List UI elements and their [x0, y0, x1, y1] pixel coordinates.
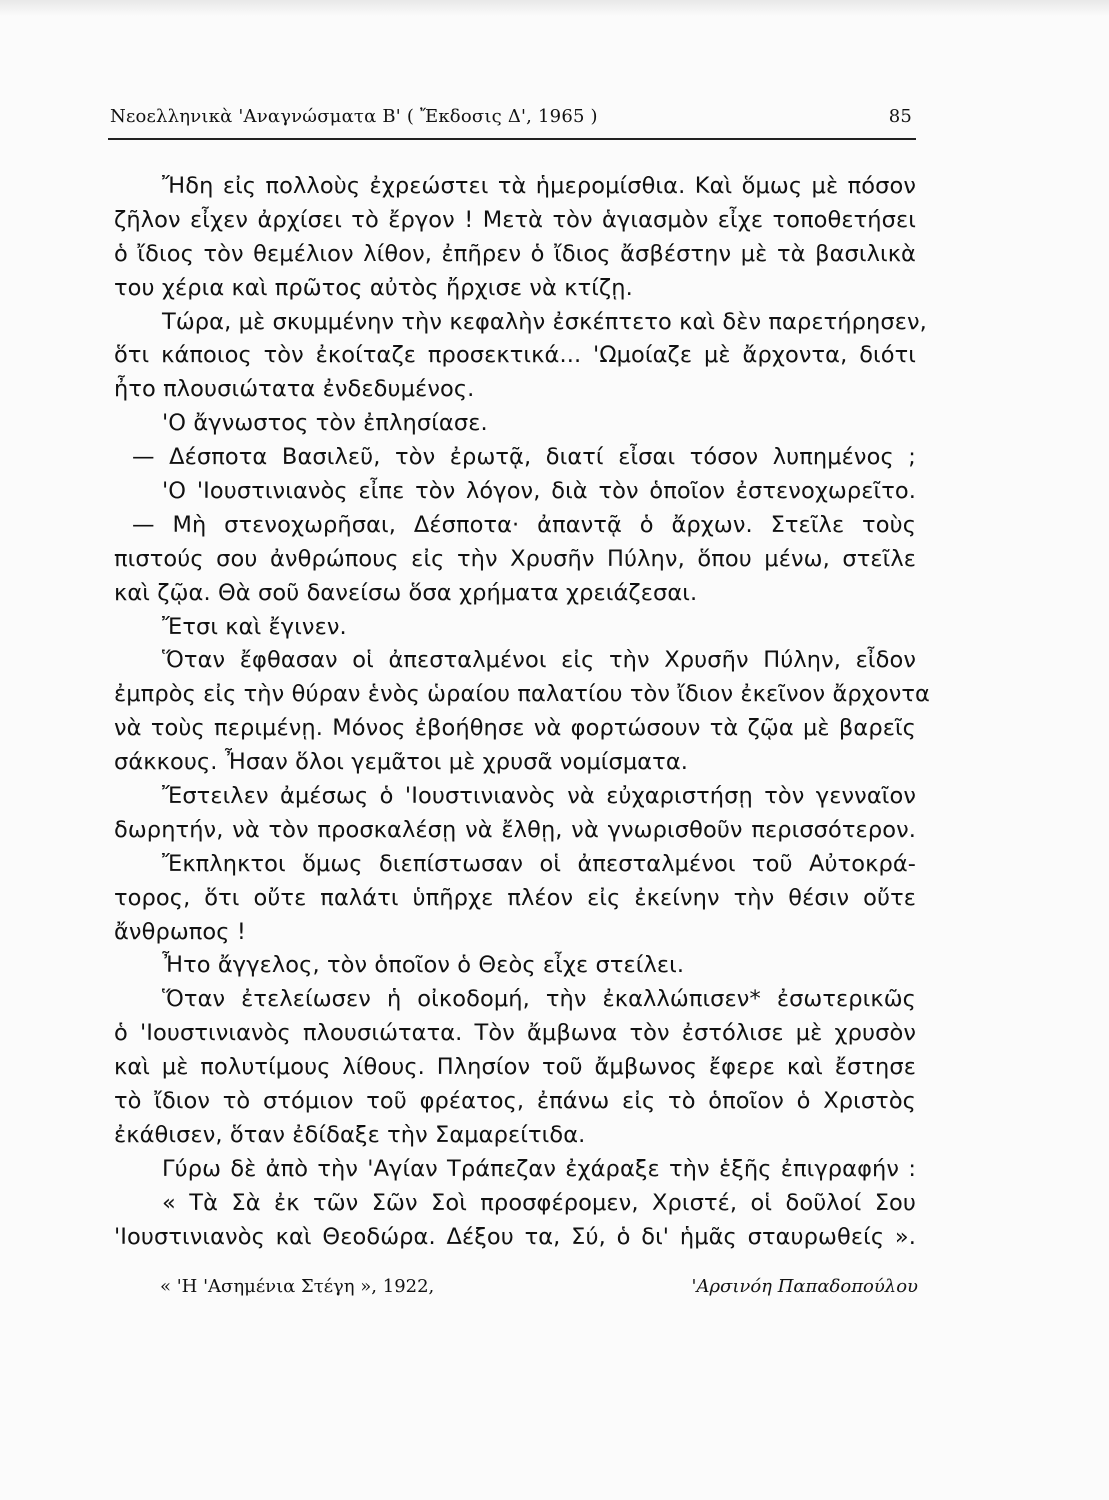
text-line: του χέρια καὶ πρῶτος αὐτὸς ἤρχισε νὰ κτίζῃ.	[114, 274, 633, 301]
text-line: Τώρα, μὲ σκυμμένην τὴν κεφαλὴν ἐσκέπτετο καὶ δὲν παρετήρησεν,	[162, 308, 927, 335]
text-line: Ἦτο ἄγγελος, τὸν ὁποῖον ὁ Θεὸς εἶχε στείλει.	[162, 952, 685, 979]
source-citation	[160, 1276, 918, 1306]
running-header-title: Νεοελληνικὰ 'Αναγνώσματα Β' ( Ἔκδοσις Δ', 1965 )	[110, 106, 598, 127]
text-line: ὁ ἴδιος τὸν θεμέλιον λίθον, ἐπῆρεν ὁ ἴδιος ἄσβέστην μὲ τὰ βασιλικὰ	[114, 240, 916, 267]
running-header	[108, 104, 916, 140]
text-line: Ὅταν ἐτελείωσεν ἡ οἰκοδομή, τὴν ἐκαλλώπισεν* ἐσωτερικῶς	[162, 986, 916, 1013]
text-line: ζῆλον εἶχεν ἀρχίσει τὸ ἔργον ! Μετὰ τὸν ἁγιασμὸν εἶχε τοποθετήσει	[114, 206, 916, 233]
text-line: ἦτο πλουσιώτατα ἐνδεδυμένος.	[114, 376, 475, 403]
text-line: τὸ ἴδιον τὸ στόμιον τοῦ φρέατος, ἐπάνω εἰς τὸ ὁποῖον ὁ Χριστὸς	[114, 1088, 916, 1115]
text-line: Ἤδη εἰς πολλοὺς ἐχρεώστει τὰ ἡμερομίσθια. Καὶ ὅμως μὲ πόσον	[162, 173, 916, 199]
author-name: 'Αρσινόη Παπαδοπούλου	[691, 1276, 918, 1297]
text-line: πιστούς σου ἀνθρώπους εἰς τὴν Χρυσῆν Πύλην, ὅπου μένω, στεῖλε	[114, 545, 916, 572]
text-line: Ἔτσι καὶ ἔγινεν.	[162, 613, 347, 640]
text-line: ὅτι κάποιος τὸν ἐκοίταζε προσεκτικά... 'Ωμοίαζε μὲ ἄρχοντα, διότι	[114, 342, 916, 369]
text-line: ὁ 'Ιουστινιανὸς πλουσιώτατα. Τὸν ἄμβωνα τὸν ἐστόλισε μὲ χρυσὸν	[114, 1020, 916, 1047]
story-text	[114, 170, 930, 1255]
page-edge	[0, 0, 1109, 16]
text-line: καὶ μὲ πολυτίμους λίθους. Πλησίον τοῦ ἄμβωνος ἔφερε καὶ ἔστησε	[114, 1054, 916, 1081]
text-line: ἄνθρωπος !	[114, 918, 246, 945]
text-line: σάκκους. Ἦσαν ὅλοι γεμᾶτοι μὲ χρυσᾶ νομίσματα.	[114, 749, 689, 776]
text-line: ἐκάθισεν, ὅταν ἐδίδαξε τὴν Σαμαρείτιδα.	[114, 1121, 586, 1148]
text-line: 'Ο ἄγνωστος τὸν ἐπλησίασε.	[162, 410, 488, 437]
text-line: τορος, ὅτι οὔτε παλάτι ὑπῆρχε πλέον εἰς ἐκείνην τὴν θέσιν οὔτε	[114, 884, 916, 911]
text-line: — Δέσποτα Βασιλεῦ, τὸν ἐρωτᾷ, διατί εἶσαι τόσον λυπημένος ;	[132, 444, 916, 471]
text-line: 'Ο 'Ιουστινιανὸς εἶπε τὸν λόγον, διὰ τὸν ὁποῖον ἐστενοχωρεῖτο.	[162, 478, 916, 505]
text-line: ἐμπρὸς εἰς τὴν θύραν ἑνὸς ὡραίου παλατίου τὸν ἴδιον ἐκεῖνον ἄρχοντα	[114, 681, 930, 708]
source-title: « 'Η 'Ασημένια Στέγη », 1922,	[160, 1276, 435, 1297]
page-number: 85	[888, 106, 912, 127]
text-line: — Μὴ στενοχωρῆσαι, Δέσποτα· ἀπαντᾷ ὁ ἄρχων. Στεῖλε τοὺς	[132, 511, 916, 538]
text-line: δωρητήν, νὰ τὸν προσκαλέσῃ νὰ ἔλθῃ, νὰ γνωρισθοῦν περισσότερον.	[114, 816, 916, 843]
text-line: καὶ ζῷα. Θὰ σοῦ δανείσω ὅσα χρήματα χρειάζεσαι.	[114, 579, 698, 606]
text-line: νὰ τοὺς περιμένῃ. Μόνος ἐβοήθησε νὰ φορτώσουν τὰ ζῷα μὲ βαρεῖς	[114, 715, 916, 742]
text-line: Ἔκπληκτοι ὅμως διεπίστωσαν οἱ ἀπεσταλμένοι τοῦ Αὐτοκρά-	[162, 850, 916, 877]
text-line: Ὅταν ἔφθασαν οἱ ἀπεσταλμένοι εἰς τὴν Χρυσῆν Πύλην, εἶδον	[162, 647, 916, 674]
text-line: Γύρω δὲ ἀπὸ τὴν 'Αγίαν Τράπεζαν ἐχάραξε τὴν ἑξῆς ἐπιγραφήν :	[162, 1155, 916, 1182]
text-line: « Τὰ Σὰ ἐκ τῶν Σῶν Σοὶ προσφέρομεν, Χριστέ, οἱ δοῦλοί Σου	[162, 1189, 916, 1216]
text-line: Ἔστειλεν ἀμέσως ὁ 'Ιουστινιανὸς νὰ εὐχαριστήσῃ τὸν γενναῖον	[162, 783, 916, 810]
text-line: 'Ιουστινιανὸς καὶ Θεοδώρα. Δέξου τα, Σύ, ὁ δι' ἡμᾶς σταυρωθείς ».	[114, 1223, 916, 1250]
